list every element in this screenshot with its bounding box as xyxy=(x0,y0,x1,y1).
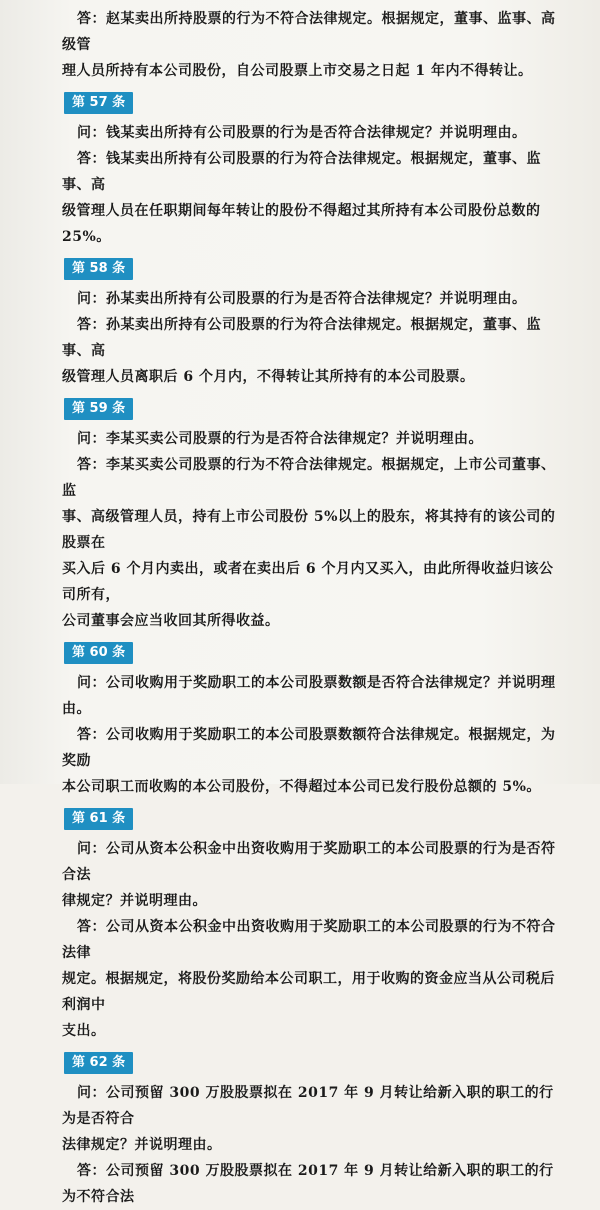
article-heading: 第 60 条 xyxy=(64,642,133,664)
answer-line: 事、高级管理人员，持有上市公司股份 5%以上的股东，将其持有的该公司的股票在 xyxy=(62,509,556,551)
article-heading: 第 61 条 xyxy=(64,808,133,830)
article-heading: 第 57 条 xyxy=(64,92,133,114)
question-line: 问：李某买卖公司股票的行为是否符合法律规定？并说明理由。 xyxy=(77,431,483,447)
question-line: 问：钱某卖出所持有公司股票的行为是否符合法律规定？并说明理由。 xyxy=(77,125,527,141)
answer-line: 答：孙某卖出所持有公司股票的行为符合法律规定。根据规定，董事、监事、高 xyxy=(62,317,541,359)
question-line: 问：公司从资本公积金中出资收购用于奖励职工的本公司股票的行为是否符合法 xyxy=(62,841,556,883)
article-60 xyxy=(62,634,562,800)
answer-line: 本公司职工而收购的本公司股份，不得超过本公司已发行股份总额的 5%。 xyxy=(62,779,541,795)
article-heading: 第 59 条 xyxy=(64,398,133,420)
article-58 xyxy=(62,250,562,390)
answer-line: 级管理人员离职后 6 个月内，不得转让其所持有的本公司股票。 xyxy=(62,369,475,385)
answer-line: 答：钱某卖出所持有公司股票的行为符合法律规定。根据规定，董事、监事、高 xyxy=(62,151,541,193)
question-line: 问：公司预留 300 万股股票拟在 2017 年 9 月转让给新入职的职工的行为是否符合 xyxy=(62,1085,554,1127)
answer-line: 答：公司从资本公积金中出资收购用于奖励职工的本公司股票的行为不符合法律 xyxy=(62,919,556,961)
answer-line: 支出。 xyxy=(62,1023,106,1039)
intro-answer xyxy=(62,6,562,84)
question-line: 问：公司收购用于奖励职工的本公司股票数额是否符合法律规定？并说明理由。 xyxy=(62,675,556,717)
answer-line: 答：李某买卖公司股票的行为不符合法律规定。根据规定，上市公司董事、监 xyxy=(62,457,556,499)
answer-line: 买入后 6 个月内卖出，或者在卖出后 6 个月内又买入，由此所得收益归该公司所有， xyxy=(62,561,554,603)
article-61 xyxy=(62,800,562,1044)
answer-line: 公司董事会应当收回其所得收益。 xyxy=(62,613,280,629)
page-content xyxy=(62,6,562,1210)
answer-line: 理人员所持有本公司股份，自公司股票上市交易之日起 1 年内不得转让。 xyxy=(62,63,533,79)
answer-line: 规定。根据规定，将股份奖励给本公司职工，用于收购的资金应当从公司税后利润中 xyxy=(62,971,555,1013)
answer-line: 答：公司预留 300 万股股票拟在 2017 年 9 月转让给新入职的职工的行为不符合法 xyxy=(62,1163,554,1205)
answer-line: 答：赵某卖出所持股票的行为不符合法律规定。根据规定，董事、监事、高级管 xyxy=(62,11,556,53)
answer-line: 级管理人员在任职期间每年转让的股份不得超过其所持有本公司股份总数的 25%。 xyxy=(62,203,541,245)
answer-line: 答：公司收购用于奖励职工的本公司股票数额符合法律规定。根据规定，为奖励 xyxy=(62,727,556,769)
question-line: 律规定？并说明理由。 xyxy=(62,893,207,909)
question-line: 法律规定？并说明理由。 xyxy=(62,1137,222,1153)
article-heading: 第 58 条 xyxy=(64,258,133,280)
article-59 xyxy=(62,390,562,634)
article-57 xyxy=(62,84,562,250)
question-line: 问：孙某卖出所持有公司股票的行为是否符合法律规定？并说明理由。 xyxy=(77,291,527,307)
article-62 xyxy=(62,1044,562,1210)
article-heading: 第 62 条 xyxy=(64,1052,133,1074)
